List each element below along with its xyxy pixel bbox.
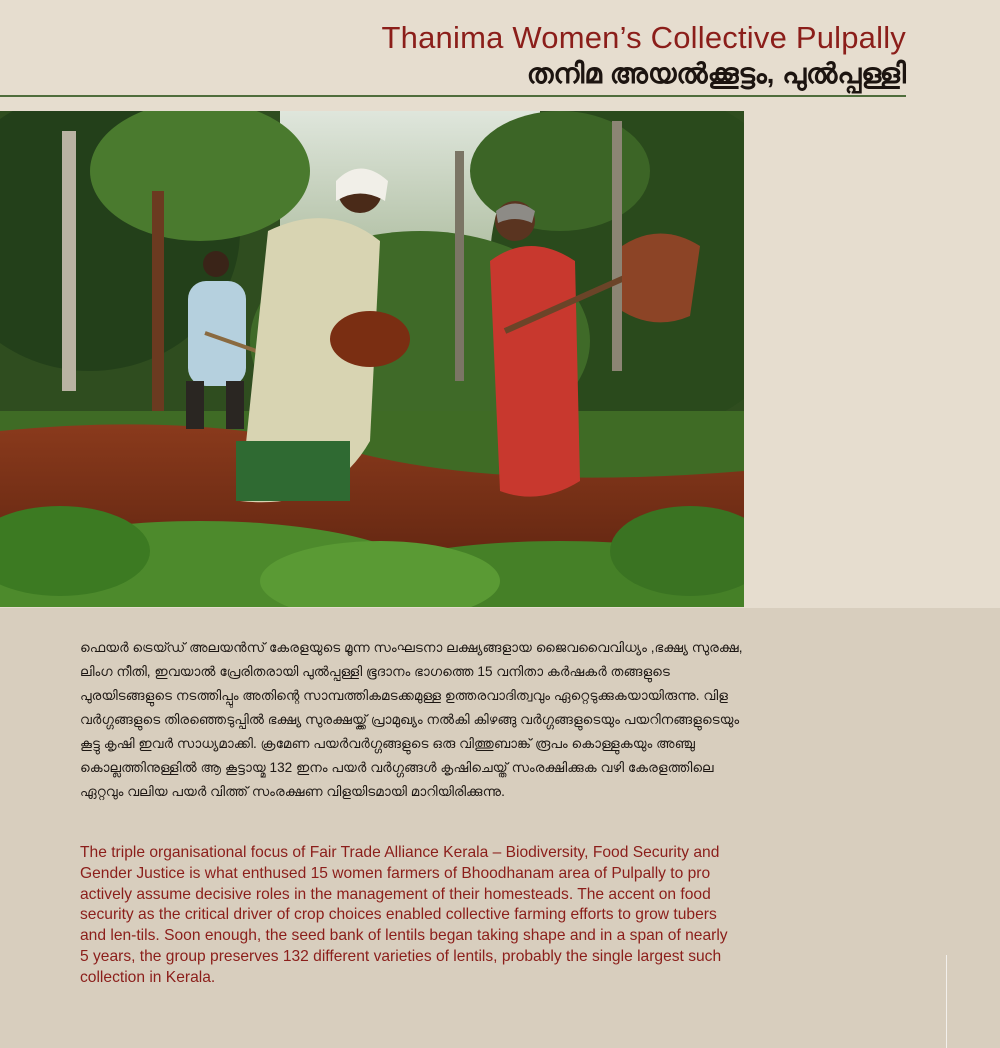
malayalam-paragraph: ഫെയർ ട്രെയ്ഡ് അലയൻസ് കേരളയുടെ മൂന്ന സംഘടനാ ലക്ഷ്യങ്ങളായ ജൈവവൈവിധ്യം ,ഭക്ഷ്യ സുരക്ഷ, ലിംഗ നീതി, ഇവയാൽ പ്രേരിതരായി പുൽപ്പള്ളി ഭൂദാനം ഭാഗത്തെ 15 വനിതാ കർഷകർ തങ്ങളുടെ പുരയിടങ്ങളുടെ നടത്തിപ്പും അതിന്റെ സാമ്പത്തികമടക്കമുള്ള ഉത്തരവാദിത്വവും ഏറ്റെടുക്കുകയായിരുന്നു. വിള വർഗ്ഗങ്ങളുടെ തിരഞ്ഞെടുപ്പിൽ ഭക്ഷ്യ സുരക്ഷയ്ക്ക് പ്രാമുഖ്യം നൽകി കിഴങ്ങു വർഗ്ഗങ്ങളുടെയും പയറിനങ്ങളുടെയും കൂട്ടു കൃഷി ഇവർ സാധ്യമാക്കി. ക്രമേണ പയർവർഗ്ഗങ്ങളുടെ ഒരു വിത്തുബാങ്ക് രൂപം കൊള്ളുകയും അഞ്ചു കൊല്ലത്തിനുള്ളിൽ ആ കൂട്ടായ്മ 132 ഇനം പയർ വർഗ്ഗങ്ങൾ കൃഷിചെയ്ത് സംരക്ഷിക്കുക വഴി കേരളത്തിലെ ഏറ്റവും വലിയ പയർ വിത്ത് സംരക്ഷണ വിളയിടമായി മാറിയിരിക്കുന്നു. xyxy=(80,640,743,799)
title-divider xyxy=(0,95,906,97)
english-paragraph: The triple organisational focus of Fair Trade Alliance Kerala – Biodiversity, Food Security and Gender Justice is what enthused 15 women farmers of Bhoodhanam area of Pulpally to pro actively assume decisive roles in the management of their homesteads. The accent on food security as the critical driver of crop choices enabled collective farming efforts to grow tubers and len-tils. Soon enough, the seed bank of lentils began taking shape and in a span of nearly 5 years, the group preserves 132 different varieties of lentils, probably the single largest such collection in Kerala. xyxy=(80,844,728,986)
decorative-edge-line xyxy=(946,955,947,1048)
farmers-photo xyxy=(0,111,744,607)
page-title-malayalam: തനിമ അയൽക്കൂട്ടം, പുൽപ്പള്ളി xyxy=(526,58,906,89)
page-title-english: Thanima Women’s Collective Pulpally xyxy=(381,20,906,55)
